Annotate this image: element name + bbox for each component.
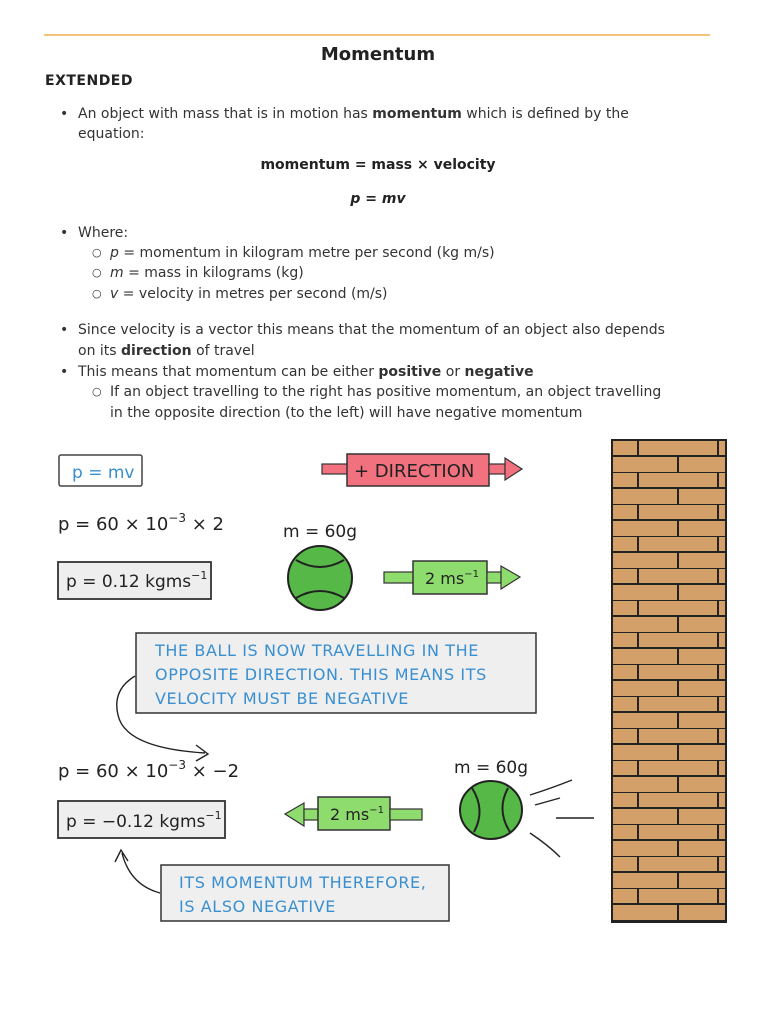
- speed-2-text: 2 $ms^{-1}$: [330, 805, 384, 824]
- where-item-v: v = velocity in metres per second (m/s): [110, 286, 388, 302]
- vector-point-line2: on its direction of travel: [78, 343, 255, 359]
- brick-wall: [612, 440, 726, 922]
- where-label: Where:: [78, 225, 129, 241]
- sub-bullet: ○: [92, 385, 102, 398]
- ball-2: [460, 781, 522, 839]
- word-equation: momentum = mass × velocity: [260, 157, 496, 173]
- svg-text:ITS MOMENTUM THEREFORE,: ITS MOMENTUM THEREFORE,: [179, 873, 427, 892]
- formula-box: [59, 455, 142, 486]
- speed-arrow-right: [384, 561, 520, 594]
- intro-bullet-line2: equation:: [78, 126, 145, 142]
- svg-text:IS ALSO NEGATIVE: IS ALSO NEGATIVE: [179, 897, 336, 916]
- section-label: EXTENDED: [45, 73, 133, 89]
- svg-text:THE BALL IS NOW TRAVELLING IN: THE BALL IS NOW TRAVELLING IN THE: [155, 641, 479, 660]
- direction-label: + DIRECTION: [354, 461, 475, 482]
- calculation-2: $p = 60 \times 10^{-3} \times -2$: [58, 758, 240, 782]
- bullet-dot: •: [60, 364, 69, 380]
- ball-1: [288, 546, 352, 610]
- bullet-dot: •: [60, 106, 69, 122]
- where-item-m: m = mass in kilograms (kg): [110, 265, 304, 281]
- bullet-dot: •: [60, 225, 69, 241]
- intro-bullet-line1: An object with mass that is in motion has momentum which is defined by the: [78, 106, 629, 122]
- result-box-1: [58, 562, 211, 599]
- note-negative-velocity: [136, 633, 536, 713]
- sign-point: This means that momentum can be either positive or negative: [78, 364, 534, 380]
- note-2-pointer: [122, 853, 160, 893]
- mass-label-1: m = 60g: [283, 522, 358, 542]
- where-item-p: p = momentum in kilogram metre per second (kg m/s): [110, 245, 495, 261]
- formula-box-text: p = mv: [72, 463, 135, 483]
- direction-point-line2: in the opposite direction (to the left) will have negative momentum: [110, 405, 583, 421]
- svg-text:VELOCITY MUST BE NEGATIVE: VELOCITY MUST BE NEGATIVE: [155, 689, 409, 708]
- sub-bullet: ○: [92, 266, 102, 279]
- direction-point-line1: If an object travelling to the right has positive momentum, an object travelling: [110, 384, 662, 400]
- result-box-2: [58, 801, 225, 838]
- vector-point-line1: Since velocity is a vector this means that the momentum of an object also depends: [78, 322, 665, 338]
- sub-bullet: ○: [92, 246, 102, 259]
- note-negative-momentum: [161, 865, 449, 921]
- calculation-1: $p = 60 \times 10^{-3} \times 2$: [58, 511, 224, 535]
- result-2-text: p = −0.12 kgms$^{-1}$: [66, 809, 222, 832]
- svg-text:OPPOSITE DIRECTION. THIS MEANS: OPPOSITE DIRECTION. THIS MEANS ITS: [155, 665, 487, 684]
- page-title: Momentum: [320, 44, 436, 65]
- positive-direction-arrow: [322, 454, 522, 486]
- speed-arrow-left: [285, 797, 422, 830]
- mass-label-2: m = 60g: [454, 758, 529, 778]
- symbol-equation: p = mv: [350, 191, 406, 207]
- sub-bullet: ○: [92, 287, 102, 300]
- motion-lines: [530, 780, 594, 857]
- result-1-text: p = 0.12 kgms$^{-1}$: [66, 569, 208, 592]
- bullet-dot: •: [60, 322, 69, 338]
- speed-1-text: 2 $ms^{-1}$: [425, 569, 479, 588]
